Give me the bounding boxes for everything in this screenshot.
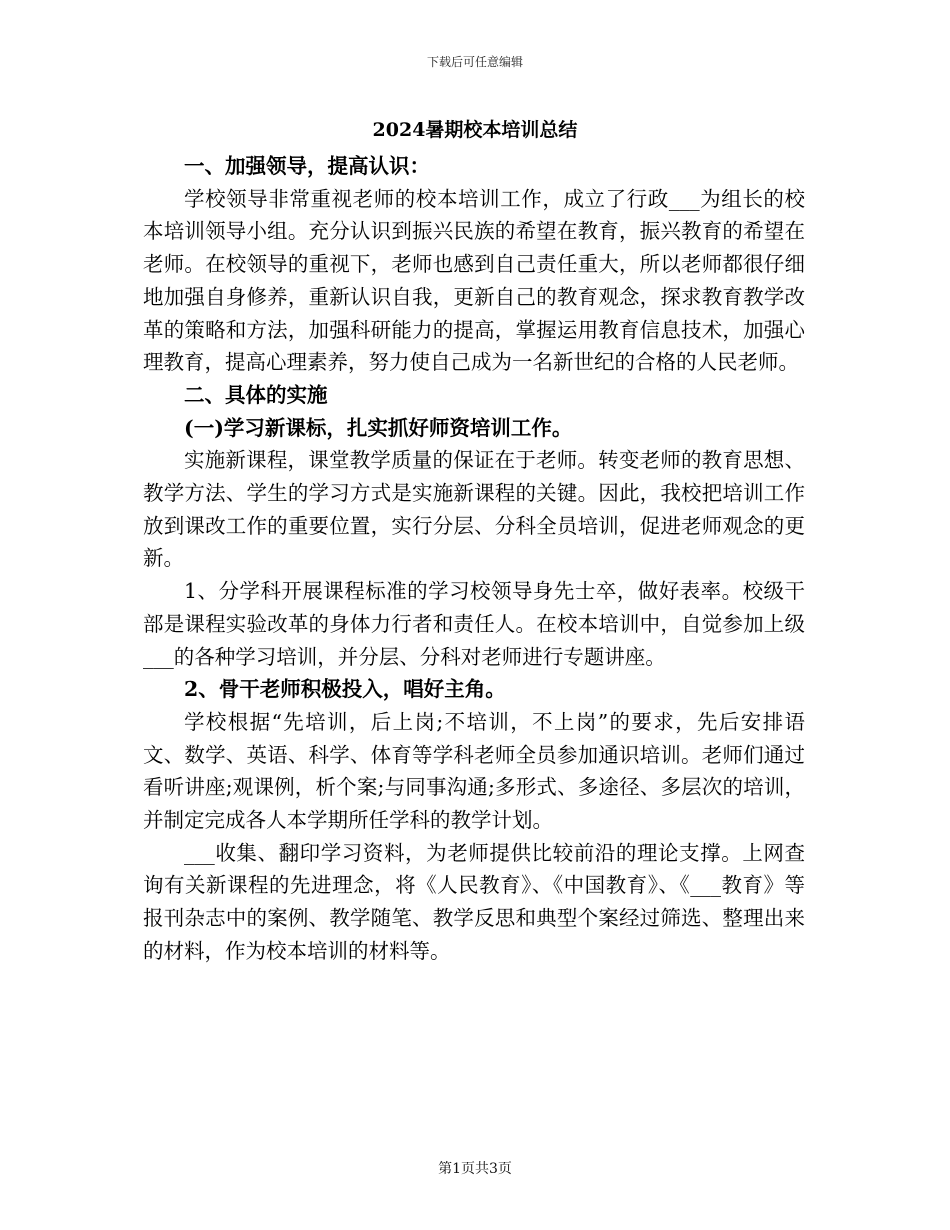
- body-paragraph: 1、分学科开展课程标准的学习校领导身先士卒，做好表率。校级干部是课程实验改革的身体力行者和责任人。在校本培训中，自觉参加上级___的各种学习培训，并分层、分科对老师进行专题讲座。: [143, 579, 805, 669]
- section-heading: 一、加强领导，提高认识：: [184, 154, 430, 178]
- body-paragraph: ___收集、翻印学习资料，为老师提供比较前沿的理论支撑。上网查询有关新课程的先进理念，将《人民教育》、《中国教育》、《___教育》等报刊杂志中的案例、教学随笔、教学反思和典型个案经过筛选、整理出来的材料，作为校本培训的材料等。: [143, 840, 805, 963]
- subsection-heading: 2、骨干老师积极投入，唱好主角。: [184, 677, 506, 702]
- document-body: [143, 150, 805, 968]
- document-title: 2024暑期校本培训总结: [372, 119, 578, 141]
- body-paragraph: 实施新课程，课堂教学质量的保证在于老师。转变老师的教育思想、教学方法、学生的学习方式是实施新课程的关键。因此，我校把培训工作放到课改工作的重要位置，实行分层、分科全员培训，促进老师观念的更新。: [143, 448, 805, 571]
- page-footer: 第1页共3页: [438, 1161, 512, 1177]
- subsection-heading: (一)学习新课标，扎实抓好师资培训工作。: [184, 415, 573, 440]
- body-paragraph: 学校领导非常重视老师的校本培训工作，成立了行政___为组长的校本培训领导小组。充分认识到振兴民族的希望在教育，振兴教育的希望在老师。在校领导的重视下，老师也感到自己责任重大，所以老师都很仔细地加强自身修养，重新认识自我，更新自己的教育观念，探求教育教学改革的策略和方法，加强科研能力的提高，掌握运用教育信息技术，加强心理教育，提高心理素养，努力使自己成为一名新世纪的合格的人民老师。: [143, 186, 805, 375]
- page-header: 下载后可任意编辑: [426, 55, 523, 69]
- section-heading: 二、具体的实施: [184, 382, 328, 407]
- body-paragraph: 学校根据“先培训，后上岗;不培训，不上岗”的要求，先后安排语文、数学、英语、科学、体育等学科老师全员参加通识培训。老师们通过看听讲座;观课例，析个案;与同事沟通;多形式、多途径、多层次的培训，并制定完成各人本学期所任学科的教学计划。: [143, 709, 805, 833]
